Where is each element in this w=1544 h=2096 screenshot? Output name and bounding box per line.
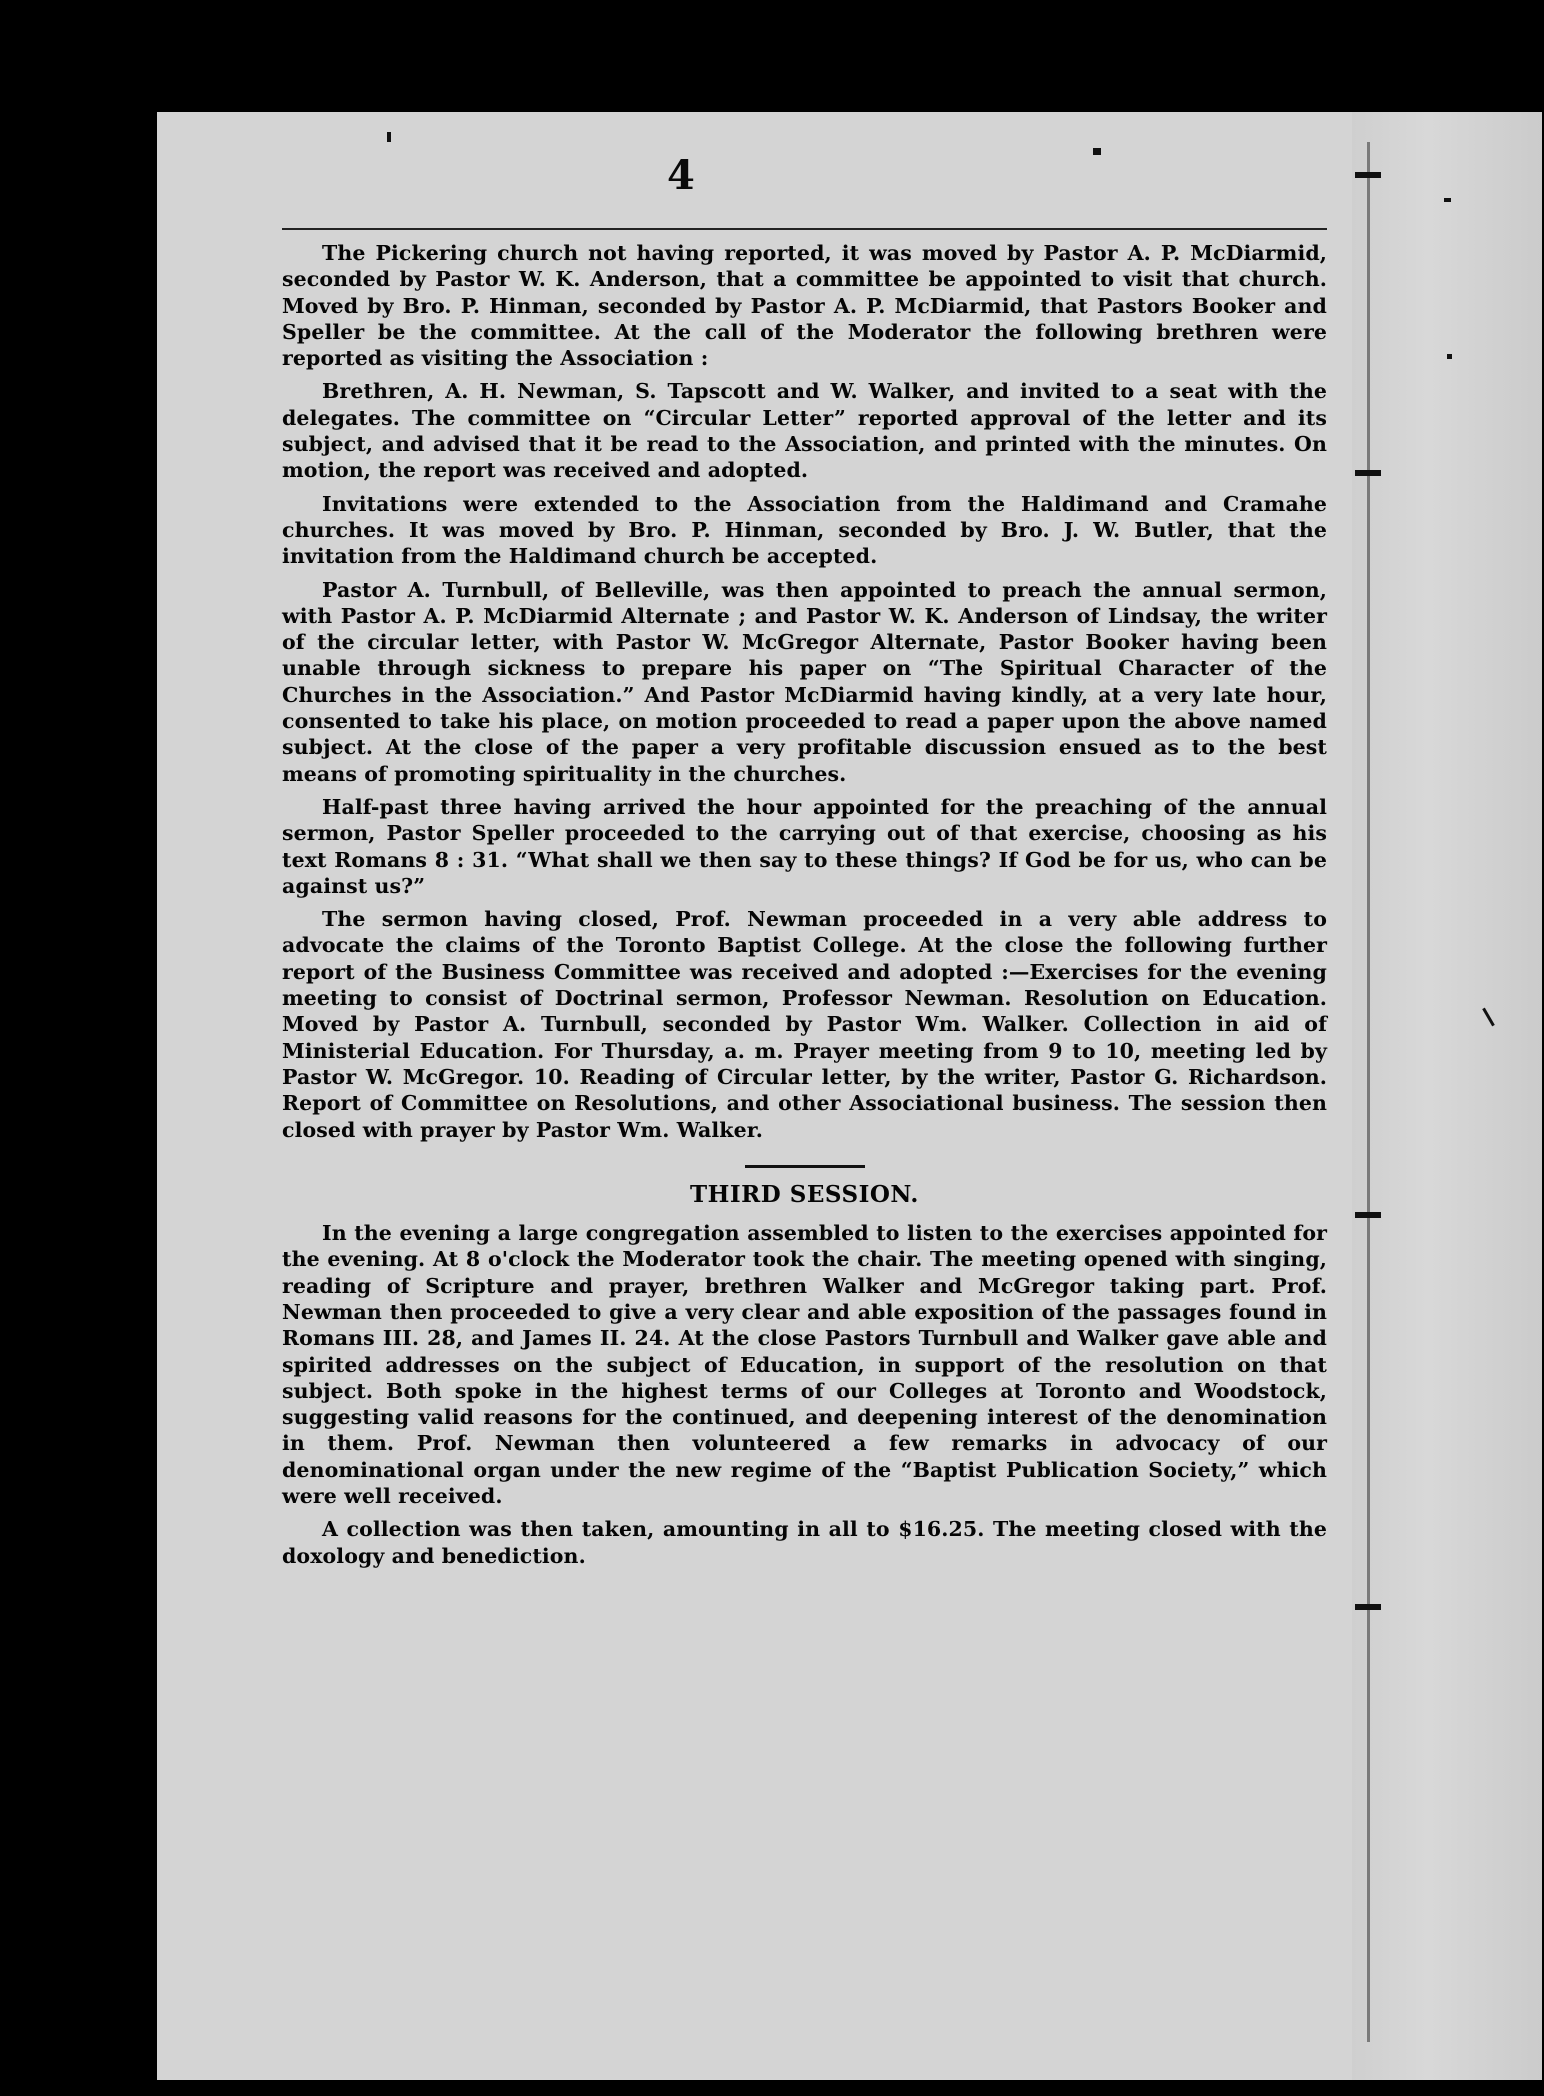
ink-speck	[387, 132, 391, 142]
body-paragraph: The sermon having closed, Prof. Newman proceeded in a very able address to advocate the claims of the Toronto Baptist College. At the close the following further report of the Business Committee was received and adopted :—Exercises for the evening meeting to consist of Doctrinal sermon, Professor Newman. Resolution on Education. Moved by Pastor A. Turnbull, seconded by Pastor Wm. Walker. Collection in aid of Ministerial Education. For Thursday, a. m. Prayer meeting from 9 to 10, meeting led by Pastor W. McGregor. 10. Reading of Circular letter, by the writer, Pastor G. Richardson. Report of Committee on Resolutions, and other Associational business. The session then closed with prayer by Pastor Wm. Walker.	[282, 907, 1327, 1142]
body-paragraph: Brethren, A. H. Newman, S. Tapscott and W. Walker, and invited to a seat with the delegates. The committee on “Circular Letter” reported approval of the letter and its subject, and advised that it be read to the Association, and printed with the minutes. On motion, the report was received and adopted.	[282, 379, 1327, 483]
ink-speck	[1093, 148, 1101, 155]
binding-mark	[1355, 172, 1381, 178]
section-heading: THIRD SESSION.	[690, 1180, 919, 1208]
body-paragraph: Invitations were extended to the Association from the Haldimand and Cramahe churches. It was moved by Bro. P. Hinman, seconded by Bro. J. W. Butler, that the invitation from the Haldimand church be accepted.	[282, 491, 1327, 569]
section-divider	[745, 1165, 865, 1168]
binding-mark	[1355, 1604, 1381, 1610]
body-paragraph: A collection was then taken, amounting in all to $16.25. The meeting closed with the doxology and benediction.	[282, 1517, 1327, 1568]
body-paragraph: Half-past three having arrived the hour appointed for the preaching of the annual sermon, Pastor Speller proceeded to the carrying out of that exercise, choosing as his text Romans 8 : 31. “What shall we then say to these things? If God be for us, who can be against us?”	[282, 794, 1327, 898]
binding-mark	[1355, 470, 1381, 476]
document-page	[157, 112, 1542, 2080]
page-binding	[1352, 112, 1542, 2080]
page-number: 4	[667, 152, 695, 199]
binding-edge	[1367, 142, 1370, 2042]
body-paragraph: In the evening a large congregation assembled to listen to the exercises appointed for the evening. At 8 o'clock the Moderator took the chair. The meeting opened with singing, reading of Scripture and prayer, brethren Walker and McGregor taking part. Prof. Newman then proceeded to give a very clear and able exposition of the passages found in Romans III. 28, and James II. 24. At the close Pastors Turnbull and Walker gave able and spirited addresses on the subject of Education, in support of the resolution on that subject. Both spoke in the highest terms of our Colleges at Toronto and Woodstock, suggesting valid reasons for the continued, and deepening interest of the denomination in them. Prof. Newman then volunteered a few remarks in advocacy of our denominational organ under the new regime of the “Baptist Publication Society,” which were well received.	[282, 1221, 1327, 1509]
ink-speck	[1447, 354, 1452, 359]
document-body	[282, 240, 1327, 1576]
ink-speck	[1444, 198, 1451, 202]
body-paragraph: Pastor A. Turnbull, of Belleville, was then appointed to preach the annual sermon, with Pastor A. P. McDiarmid Alternate ; and Pastor W. K. Anderson of Lindsay, the writer of the circular letter, with Pastor W. McGregor Alternate, Pastor Booker having been unable through sickness to prepare his paper on “The Spiritual Character of the Churches in the Association.” And Pastor McDiarmid having kindly, at a very late hour, consented to take his place, on motion proceeded to read a paper upon the above named subject. At the close of the paper a very profitable discussion ensued as to the best means of promoting spirituality in the churches.	[282, 577, 1327, 786]
binding-mark	[1355, 1212, 1381, 1218]
body-paragraph: The Pickering church not having reported, it was moved by Pastor A. P. McDiarmid, seconded by Pastor W. K. Anderson, that a committee be appointed to visit that church. Moved by Bro. P. Hinman, seconded by Pastor A. P. McDiarmid, that Pastors Booker and Speller be the committee. At the call of the Moderator the following brethren were reported as visiting the Association :	[282, 241, 1327, 371]
header-rule	[282, 228, 1327, 230]
